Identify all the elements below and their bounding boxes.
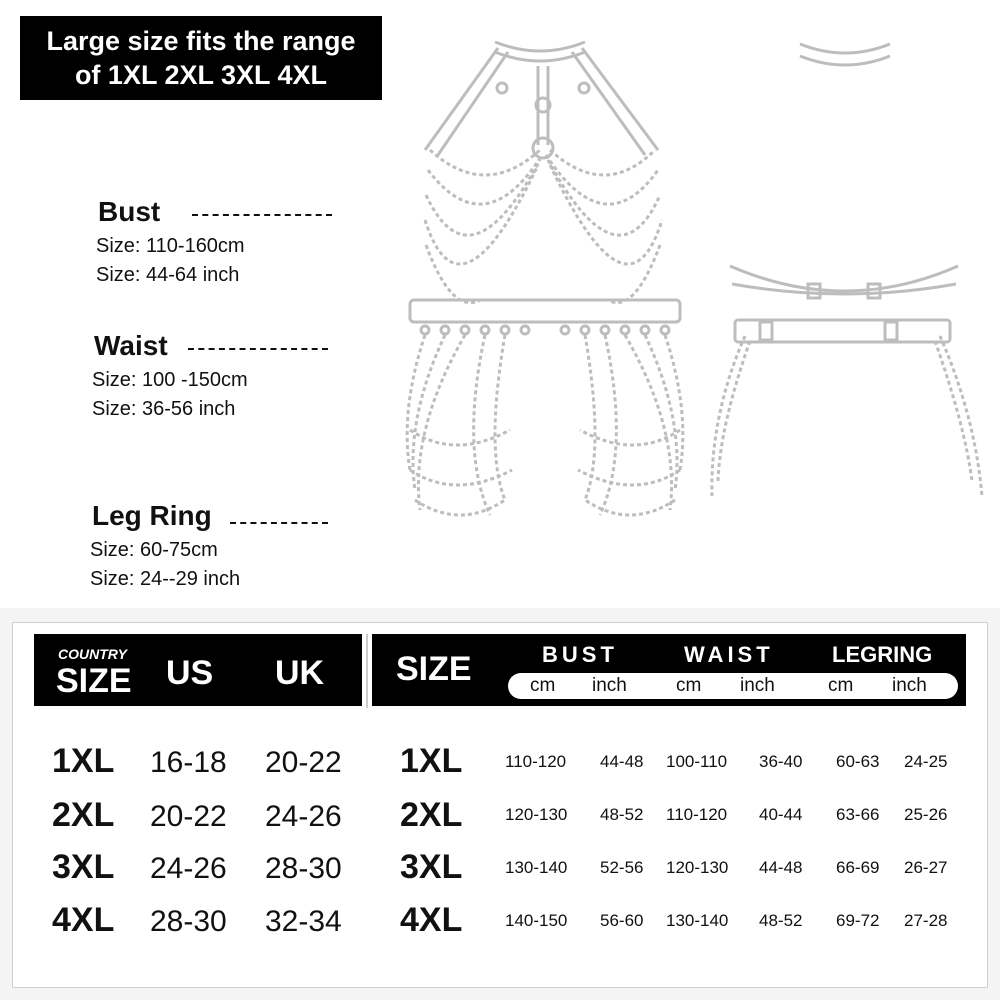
leg-cm-cell: 63-66: [836, 805, 880, 824]
left-size-cell: 2XL: [52, 796, 115, 834]
leg-cm-cell: 69-72: [836, 911, 880, 930]
bust-cm-cell: 120-130: [505, 805, 568, 824]
units-pill: [508, 673, 958, 699]
bust-cm-cell: 130-140: [505, 858, 568, 877]
right-size-cell: 3XL: [400, 848, 463, 886]
waist-cm-cell: 130-140: [666, 911, 729, 930]
header-divider: [366, 634, 368, 708]
header-country: COUNTRY: [58, 646, 127, 662]
unit-bust-cm: cm: [530, 675, 556, 696]
unit-legring-inch: inch: [892, 675, 927, 696]
waist-size-inch: Size: 36-56 inch: [92, 398, 236, 420]
harness-front-illustration: [390, 30, 700, 530]
bust-cm-cell: 110-120: [505, 752, 567, 771]
unit-bust-inch: inch: [592, 675, 627, 696]
uk-size-cell: 20-22: [265, 746, 342, 779]
us-size-cell: 28-30: [150, 905, 227, 938]
header-size-left: SIZE: [56, 662, 132, 700]
leg-ring-measurement: [90, 500, 240, 594]
header-us: US: [166, 654, 214, 692]
right-size-cell: 4XL: [400, 901, 463, 939]
size-range-banner: [20, 16, 382, 100]
waist-cm-cell: 110-120: [666, 805, 728, 824]
harness-back-illustration: [700, 36, 990, 506]
bust-cm-cell: 140-150: [505, 911, 568, 930]
unit-waist-cm: cm: [676, 675, 702, 696]
leg-cm-cell: 60-63: [836, 752, 880, 771]
us-size-cell: 16-18: [150, 746, 227, 779]
bust-dash-line: [192, 214, 332, 216]
us-size-cell: 24-26: [150, 852, 227, 885]
banner-line-1: Large size fits the range: [46, 26, 356, 56]
bust-size-inch: Size: 44-64 inch: [96, 264, 240, 286]
header-uk: UK: [275, 654, 325, 692]
left-size-cell: 4XL: [52, 901, 115, 939]
waist-inch-cell: 40-44: [759, 805, 803, 824]
right-size-cell: 2XL: [400, 796, 463, 834]
leg-inch-cell: 26-27: [904, 858, 948, 877]
header-legring: LEGRING: [832, 642, 933, 667]
waist-inch-cell: 48-52: [759, 911, 803, 930]
unit-legring-cm: cm: [828, 675, 854, 696]
leg-ring-size-cm: Size: 60-75cm: [90, 539, 218, 561]
bust-inch-cell: 52-56: [600, 858, 644, 877]
leg-ring-title: Leg Ring: [92, 500, 212, 531]
uk-size-cell: 32-34: [265, 905, 342, 938]
bust-measurement: [96, 196, 245, 290]
leg-inch-cell: 25-26: [904, 805, 948, 824]
banner-line-2: of 1XL 2XL 3XL 4XL: [74, 60, 328, 90]
bust-title: Bust: [98, 196, 161, 227]
header-bust: BUST: [542, 642, 618, 667]
waist-measurement: [92, 330, 248, 424]
header-size-right: SIZE: [396, 650, 472, 688]
waist-cm-cell: 120-130: [666, 858, 729, 877]
left-size-cell: 1XL: [52, 742, 115, 780]
leg-ring-dash-line: [230, 522, 328, 524]
us-size-cell: 20-22: [150, 800, 227, 833]
header-waist: WAIST: [684, 642, 774, 667]
waist-cm-cell: 100-110: [666, 752, 728, 771]
leg-ring-size-inch: Size: 24--29 inch: [90, 568, 241, 590]
unit-waist-inch: inch: [740, 675, 775, 696]
right-size-cell: 1XL: [400, 742, 463, 780]
waist-size-cm: Size: 100 -150cm: [92, 369, 248, 391]
bust-inch-cell: 48-52: [600, 805, 644, 824]
uk-size-cell: 24-26: [265, 800, 342, 833]
leg-inch-cell: 27-28: [904, 911, 948, 930]
waist-title: Waist: [94, 330, 168, 361]
bust-inch-cell: 44-48: [600, 752, 644, 771]
waist-inch-cell: 44-48: [759, 858, 803, 877]
waist-dash-line: [188, 348, 328, 350]
bust-size-cm: Size: 110-160cm: [96, 235, 245, 257]
uk-size-cell: 28-30: [265, 852, 342, 885]
left-size-cell: 3XL: [52, 848, 115, 886]
leg-cm-cell: 66-69: [836, 858, 880, 877]
leg-inch-cell: 24-25: [904, 752, 948, 771]
waist-inch-cell: 36-40: [759, 752, 803, 771]
bust-inch-cell: 56-60: [600, 911, 644, 930]
